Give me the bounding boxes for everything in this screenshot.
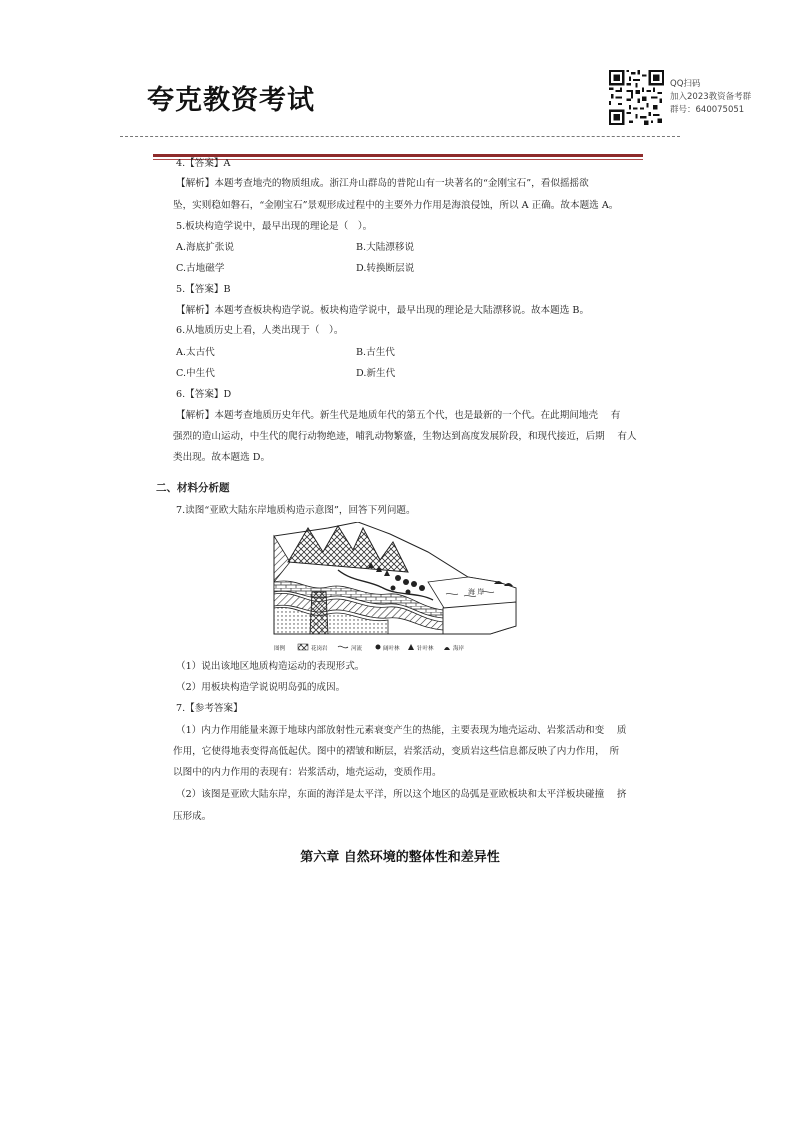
q7-answer-2-line-1: （2）该图是亚欧大陆东岸，东面的海洋是太平洋，所以这个地区的岛弧是亚欧板块和太平洋板块碰撞 挤 <box>176 789 627 800</box>
section-heading: 二、材料分析题 <box>156 482 230 494</box>
legend-granite-swatch <box>298 644 308 650</box>
q5-stem: 5.板块构造学说中，最早出现的理论是（ ）。 <box>176 221 373 232</box>
q6-analysis-line-3: 类出现。故本题选 D。 <box>173 452 271 463</box>
geology-diagram <box>268 522 518 654</box>
q5-option-c: C.古地磁学 <box>176 263 225 274</box>
legend-broadleaf-swatch <box>376 645 381 650</box>
q7-answer-1-line-2: 作用，它使得地表变得高低起伏。图中的褶皱和断层，岩浆活动，变质岩这些信息都反映了内力作用， 所 <box>173 746 620 757</box>
legend-conifer: 针叶林 <box>417 646 434 652</box>
q7-stem: 7.读图“亚欧大陆东岸地质构造示意图”，回答下列问题。 <box>176 505 416 516</box>
q4-analysis-line-1: 【解析】本题考查地壳的物质组成。浙江舟山群岛的普陀山有一块著名的“金刚宝石”，看似摇摇欲 <box>176 178 589 189</box>
q7-answer-1-line-3: 以图中的内力作用的表现有：岩浆活动，地壳运动，变质作用。 <box>173 767 442 778</box>
q5-option-b: B.大陆漂移说 <box>356 242 415 253</box>
q7-sub-question-1: （1）说出该地区地质构造运动的表现形式。 <box>176 661 365 672</box>
legend-river: 河流 <box>351 646 363 652</box>
q6-option-b: B.古生代 <box>356 347 395 358</box>
q6-answer: 6.【答案】D <box>176 389 232 400</box>
q5-option-d: D.转换断层说 <box>356 263 415 274</box>
q7-sub-question-2: （2）用板块构造学说说明岛弧的成因。 <box>176 682 346 693</box>
q6-option-c: C.中生代 <box>176 368 215 379</box>
legend-title: 图例 <box>274 646 286 652</box>
q6-stem: 6.从地质历史上看，人类出现于（ ）。 <box>176 325 344 336</box>
qr-code-icon <box>609 70 664 125</box>
q4-analysis-line-2: 坠，实则稳如磐石，“金刚宝石”景观形成过程中的主要外力作用是海浪侵蚀，所以 A 正确。故本题选 A。 <box>173 200 619 211</box>
q5-analysis: 【解析】本题考查板块构造学说。板块构造学说中，最早出现的理论是大陆漂移说。故本题选 B。 <box>176 305 590 316</box>
q6-analysis-line-1: 【解析】本题考查地质历史年代。新生代是地质年代的第五个代，也是最新的一个代。在此期间地壳 有 <box>176 410 621 421</box>
legend-conifer-swatch <box>408 644 414 650</box>
qq-join-label: 加入2023教资备考群 <box>670 92 752 102</box>
brand-title: 夸克教资考试 <box>147 85 315 116</box>
legend-coast-swatch <box>444 647 450 650</box>
legend-river-swatch <box>338 646 348 648</box>
q7-answer-1-line-1: （1）内力作用能量来源于地球内部放射性元素衰变产生的热能，主要表现为地壳运动、岩浆活动和变 质 <box>176 725 627 736</box>
q4-answer: 4.【答案】A <box>176 158 231 169</box>
chapter-title: 第六章 自然环境的整体性和差异性 <box>300 850 500 865</box>
qq-group-number: 群号：640075051 <box>670 105 745 115</box>
q5-answer: 5.【答案】B <box>176 284 231 295</box>
legend-coast: 海岸 <box>453 646 465 652</box>
legend-broadleaf: 阔叶林 <box>383 646 400 652</box>
q6-analysis-line-2: 强烈的造山运动，中生代的爬行动物绝迹，哺乳动物繁盛，生物达到高度发展阶段，和现代接近，后期 有人 <box>173 431 637 442</box>
header-divider <box>120 136 680 137</box>
q6-option-a: A.太古代 <box>176 347 215 358</box>
qq-group-info <box>670 78 795 117</box>
q6-option-d: D.新生代 <box>356 368 396 379</box>
q5-option-a: A.海底扩张说 <box>176 242 234 253</box>
figure-sea-label: 海 岸 <box>468 588 485 596</box>
qq-scan-label: QQ扫码 <box>670 79 701 89</box>
legend-granite: 花岗岩 <box>311 646 328 652</box>
q7-answer-2-line-2: 压形成。 <box>173 811 212 822</box>
q7-reference-answer: 7.【参考答案】 <box>176 703 243 714</box>
